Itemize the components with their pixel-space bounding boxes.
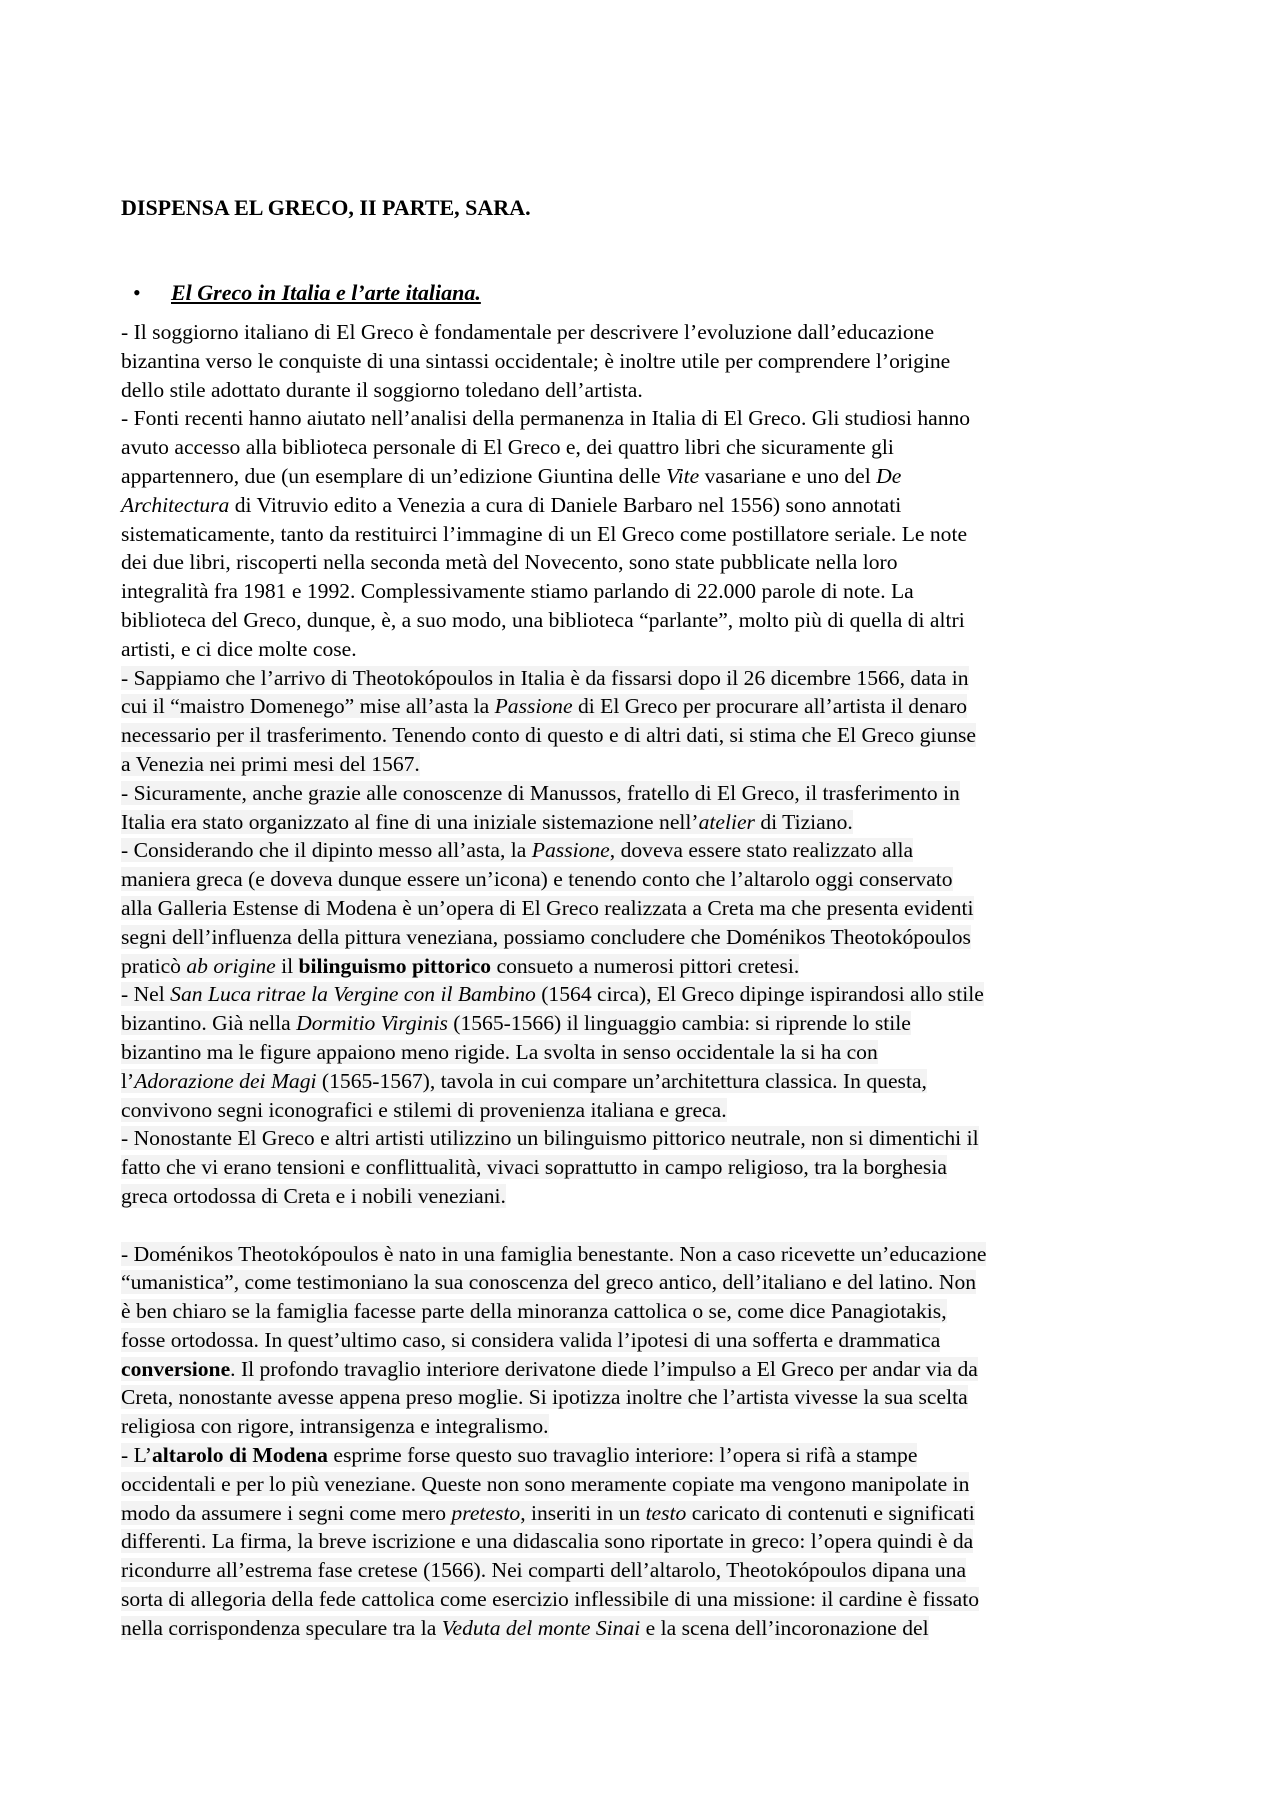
document-page (121, 194, 1161, 1640)
text-line: segni dell’influenza della pittura veneziana, possiamo concludere che Doménikos Theotokópoulos (121, 924, 971, 949)
section-heading-text: El Greco in Italia e l’arte italiana. (171, 280, 481, 305)
text-line: fatto che vi erano tensioni e conflittualità, vivaci soprattutto in campo religioso, tra la borghesia (121, 1155, 947, 1180)
text-line: ricondurre all’estrema fase cretese (1566). Nei comparti dell’altarolo, Theotokópoulos dipana una (121, 1558, 967, 1583)
text-line: - Sappiamo che l’arrivo di Theotokópoulos in Italia è da fissarsi dopo il 26 dicembre 1566, data in (121, 665, 969, 690)
text-line: cui il “maistro Domenego” mise all’asta la Passione di El Greco per procurare all’artista il denaro (121, 694, 968, 719)
text-line: bizantina verso le conquiste di una sintassi occidentale; è inoltre utile per comprendere l’origine (121, 348, 951, 373)
text-line: artisti, e ci dice molte cose. (121, 636, 357, 661)
text-line: sorta di allegoria della fede cattolica come esercizio inflessibile di una missione: il cardine è fissato (121, 1587, 980, 1612)
bullet-glyph: • (133, 280, 141, 305)
text-line: Creta, nonostante avesse appena preso moglie. Si ipotizza inoltre che l’artista vivesse la sua scelta (121, 1385, 968, 1410)
text-line: praticò ab origine il bilinguismo pittorico consueto a numerosi pittori cretesi. (121, 953, 800, 978)
text-line: biblioteca del Greco, dunque, è, a suo modo, una biblioteca “parlante”, molto più di quella di altri (121, 607, 965, 632)
text-line: bizantino. Già nella Dormitio Virginis (1565-1566) il linguaggio cambia: si riprende lo stile (121, 1011, 911, 1036)
text-line: conversione. Il profondo travaglio interiore derivatone diede l’impulso a El Greco per andar via da (121, 1356, 978, 1381)
text-line: - Sicuramente, anche grazie alle conoscenze di Manussos, fratello di El Greco, il trasferimento in (121, 780, 960, 805)
text-line: differenti. La firma, la breve iscrizione e una didascalia sono riportate in greco: l’opera quindi è da (121, 1529, 974, 1554)
text-line: appartennero, due (un esemplare di un’edizione Giuntina delle Vite vasariane e uno del De (121, 463, 902, 488)
text-line: Architectura di Vitruvio edito a Venezia a cura di Daniele Barbaro nel 1556) sono annotati (121, 492, 902, 517)
text-line: convivono segni iconografici e stilemi di provenienza italiana e greca. (121, 1097, 727, 1122)
text-line: l’Adorazione dei Magi (1565-1567), tavola in cui compare un’architettura classica. In questa, (121, 1068, 927, 1093)
text-line: religiosa con rigore, intransigenza e integralismo. (121, 1414, 549, 1439)
text-line: è ben chiaro se la famiglia facesse parte della minoranza cattolica o se, come dice Panagiotakis, (121, 1299, 947, 1324)
text-line: Italia era stato organizzato al fine di una iniziale sistemazione nell’atelier di Tiziano. (121, 809, 853, 834)
section-heading (133, 279, 481, 307)
text-line: - Nonostante El Greco e altri artisti utilizzino un bilinguismo pittorico neutrale, non si dimentichi il (121, 1126, 979, 1151)
text-line: dei due libri, riscoperti nella seconda metà del Novecento, sono state pubblicate nella loro (121, 550, 898, 575)
text-line: greca ortodossa di Creta e i nobili veneziani. (121, 1183, 506, 1208)
text-line: - Il soggiorno italiano di El Greco è fondamentale per descrivere l’evoluzione dall’educazione (121, 320, 935, 344)
paragraph-gap (121, 1211, 1161, 1240)
text-line: - Considerando che il dipinto messo all’asta, la Passione, doveva essere stato realizzato alla (121, 838, 914, 863)
paragraph-group-2 (121, 1240, 1161, 1643)
text-line: modo da assumere i segni come mero pretesto, inseriti in un testo caricato di contenuti e significati (121, 1500, 975, 1525)
body-text (121, 318, 1161, 1643)
text-line: - Fonti recenti hanno aiutato nell’analisi della permanenza in Italia di El Greco. Gli studiosi hanno (121, 406, 971, 431)
text-line: integralità fra 1981 e 1992. Complessivamente stiamo parlando di 22.000 parole di note. La (121, 579, 914, 604)
text-line: nella corrispondenza speculare tra la Veduta del monte Sinai e la scena dell’incoronazione del (121, 1615, 929, 1640)
text-line: necessario per il trasferimento. Tenendo conto di questo e di altri dati, si stima che El Greco giunse (121, 723, 976, 748)
text-line: maniera greca (e doveva dunque essere un’icona) e tenendo conto che l’altarolo oggi conservato (121, 867, 953, 892)
text-line: occidentali e per lo più veneziane. Queste non sono meramente copiate ma vengono manipolate in (121, 1471, 970, 1496)
text-line: - L’altarolo di Modena esprime forse questo suo travaglio interiore: l’opera si rifà a stampe (121, 1443, 918, 1468)
text-line: alla Galleria Estense di Modena è un’opera di El Greco realizzata a Creta ma che presenta evidenti (121, 895, 974, 920)
text-line: dello stile adottato durante il soggiorno toledano dell’artista. (121, 377, 643, 402)
text-line: “umanistica”, come testimoniano la sua conoscenza del greco antico, dell’italiano e del latino. Non (121, 1270, 977, 1295)
text-line: sistematicamente, tanto da restituirci l’immagine di un El Greco come postillatore seriale. Le note (121, 521, 968, 546)
text-line: - Nel San Luca ritrae la Vergine con il Bambino (1564 circa), El Greco dipinge ispirandosi allo stile (121, 982, 984, 1007)
document-title: DISPENSA EL GRECO, II PARTE, SARA. (121, 195, 531, 220)
text-line: a Venezia nei primi mesi del 1567. (121, 751, 420, 776)
text-line: bizantino ma le figure appaiono meno rigide. La svolta in senso occidentale la si ha con (121, 1039, 878, 1064)
paragraph-group-1 (121, 318, 1161, 1211)
text-line: avuto accesso alla biblioteca personale di El Greco e, dei quattro libri che sicuramente gli (121, 435, 894, 460)
text-line: fosse ortodossa. In quest’ultimo caso, si considera valida l’ipotesi di una sofferta e drammatica (121, 1327, 941, 1352)
text-line: - Doménikos Theotokópoulos è nato in una famiglia benestante. Non a caso ricevette un’educazione (121, 1241, 987, 1266)
